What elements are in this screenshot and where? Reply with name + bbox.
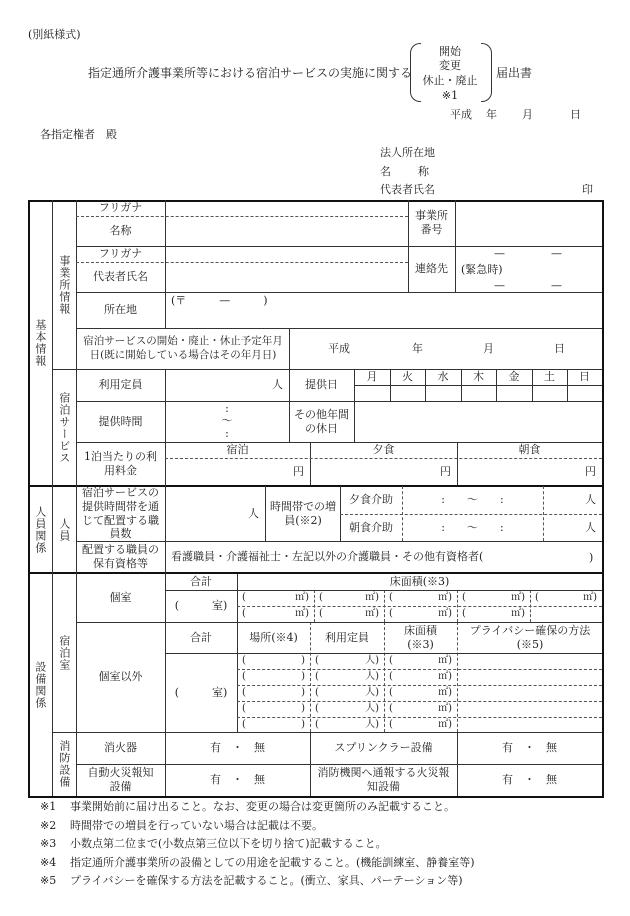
- paren-open: (: [242, 607, 246, 619]
- auto-fire-alarm-label: 自動火災報知設備: [87, 766, 154, 793]
- paren-close: 人): [365, 686, 379, 698]
- phone-dash: —: [494, 247, 505, 260]
- staff-count-field[interactable]: [165, 486, 265, 541]
- option-note: ※1: [441, 89, 459, 103]
- dinner-assist-label: 夕食介助: [349, 493, 393, 507]
- corp-name-label-1: 名: [380, 165, 391, 178]
- person-unit: 人: [585, 520, 596, 534]
- paren-close: ㎡): [438, 718, 452, 730]
- paren-open: (: [242, 686, 246, 698]
- capacity-label: 利用定員: [98, 378, 143, 392]
- service-days-label: 提供日: [305, 378, 338, 392]
- privacy-method-field[interactable]: [457, 653, 602, 669]
- day-label: 土: [544, 370, 555, 384]
- private-floor-area-label: 床面積(※3): [389, 575, 450, 589]
- paren-open: (: [389, 607, 393, 619]
- paren-open: (: [315, 686, 319, 698]
- paren-close: ㎡): [438, 686, 452, 698]
- schedule-era: 平成: [328, 342, 350, 355]
- furigana-label: フリガナ: [98, 201, 143, 215]
- paren-open: (: [315, 670, 319, 682]
- floor-area-field[interactable]: [237, 590, 314, 606]
- other-holidays-label: その他年間の休日: [294, 407, 349, 435]
- corp-address-label: 法人所在地: [380, 146, 435, 159]
- room-capacity-label: 利用定員: [325, 630, 369, 644]
- auto-fire-alarm-yes-no[interactable]: 有 ・ 無: [210, 773, 265, 787]
- staff-count-label: 宿泊サービスの提供時間帯を通じて配置する職員数: [82, 486, 159, 541]
- paren-open: (: [389, 654, 393, 666]
- seal-mark: 印: [582, 183, 593, 196]
- grid-line: [265, 486, 266, 541]
- day-checkbox[interactable]: [496, 385, 532, 401]
- paren-open: (: [462, 591, 466, 603]
- day-checkbox[interactable]: [567, 385, 602, 401]
- floor-area-field[interactable]: [530, 590, 602, 606]
- non-private-room-count-field[interactable]: ( 室): [174, 685, 228, 699]
- footnote-mark: ※1: [40, 800, 57, 813]
- non-private-total-label: 合計: [190, 630, 212, 644]
- footnote-mark: ※2: [40, 818, 57, 832]
- place-field[interactable]: [237, 653, 310, 669]
- room-capacity-field[interactable]: [310, 669, 384, 685]
- footnote-mark: ※3: [40, 837, 57, 850]
- fee-breakfast-field[interactable]: [457, 458, 602, 485]
- group-staff: 人員: [57, 517, 71, 542]
- paren-open: (: [389, 702, 393, 714]
- fee-lodging-label: 宿泊: [226, 443, 249, 457]
- floor-area-field[interactable]: [384, 590, 457, 606]
- representative-label: 代表者氏名: [380, 183, 435, 196]
- day-checkbox[interactable]: [425, 385, 461, 401]
- breakfast-assist-count-field[interactable]: [543, 514, 602, 541]
- paren-close: 人): [365, 718, 379, 730]
- schedule-year: 年: [412, 342, 423, 355]
- sqm-unit: ㎡): [365, 591, 379, 603]
- paren-open: (: [242, 654, 246, 666]
- yen-unit: 円: [440, 464, 451, 478]
- paren-close: 人): [365, 702, 379, 714]
- option-suspend-abolish[interactable]: 休止・廃止: [422, 74, 478, 88]
- room-capacity-field[interactable]: [310, 685, 384, 701]
- addressee: 各指定権者 殿: [40, 128, 117, 141]
- office-name-field[interactable]: [165, 216, 408, 246]
- paren-open: (: [389, 670, 393, 682]
- paren-open: (: [389, 718, 393, 730]
- footnote-text: 時間帯での増員を行っていない場合は記載は不要。: [70, 818, 323, 832]
- paren-open: (: [389, 591, 393, 603]
- section-staff: 人員関係: [33, 505, 47, 554]
- footnote-mark: ※4: [40, 855, 57, 869]
- service-hours-label: 提供時間: [98, 414, 143, 428]
- contact-label: 連絡先: [415, 262, 448, 276]
- paren-open: (: [242, 702, 246, 714]
- service-hours-field[interactable]: [165, 401, 289, 442]
- floor-area-field[interactable]: [384, 606, 457, 622]
- office-number-field[interactable]: [455, 200, 602, 246]
- fire-dept-alarm-yes-no[interactable]: 有 ・ 無: [502, 773, 557, 787]
- sqm-unit: ㎡): [295, 591, 309, 603]
- place-field[interactable]: [237, 701, 310, 717]
- paren-open: (: [389, 686, 393, 698]
- paren-close: ㎡): [438, 670, 452, 682]
- extinguisher-yes-no[interactable]: 有 ・ 無: [210, 741, 265, 755]
- dinner-assist-time-field[interactable]: : 〜 :: [441, 493, 504, 507]
- place-label: 場所(※4): [249, 630, 298, 644]
- paren-open: (: [242, 670, 246, 682]
- sqm-unit: ㎡): [583, 591, 597, 603]
- privacy-method-label: プライバシー確保の方法(※5): [469, 623, 591, 651]
- location-label: 所在地: [104, 303, 137, 317]
- postal-code-field[interactable]: (〒 — ): [171, 294, 268, 307]
- floor-area-field[interactable]: [314, 606, 384, 622]
- phone-dash: —: [494, 279, 505, 292]
- date-month: 月: [522, 108, 533, 121]
- paren-close: ㎡): [438, 702, 452, 714]
- office-name-label: 名称: [109, 224, 132, 238]
- room-floor-area-field[interactable]: [384, 669, 457, 685]
- sprinkler-label: スプリンクラー設備: [334, 741, 433, 755]
- fee-lodging-field[interactable]: [165, 458, 310, 485]
- qualification-options[interactable]: 看護職員・介護福祉士・左記以外の介護職員・その他有資格者(: [171, 550, 484, 564]
- group-fire-equipment: 消防設備: [57, 740, 71, 788]
- non-private-room-label: 個室以外: [98, 670, 143, 684]
- yen-unit: 円: [293, 464, 304, 478]
- day-label: 月: [366, 370, 378, 384]
- rep-name-label: 代表者氏名: [93, 270, 148, 284]
- privacy-method-field[interactable]: [457, 669, 602, 685]
- yen-unit: 円: [585, 464, 596, 478]
- paren-close: 人): [365, 670, 379, 682]
- private-room-count-field[interactable]: ( 室): [174, 599, 228, 613]
- place-field[interactable]: [237, 717, 310, 733]
- capacity-field[interactable]: [165, 369, 289, 401]
- room-floor-area-field[interactable]: [384, 701, 457, 717]
- date-year: 年: [486, 108, 497, 121]
- day-label: 水: [437, 370, 449, 384]
- person-unit: 人: [272, 378, 283, 392]
- footnote-text: 小数点第二位まで(小数点第三位以下を切り捨て)記載すること。: [70, 837, 387, 850]
- option-start[interactable]: 開始: [439, 45, 461, 59]
- footnote-text: 指定通所介護事業所の設備としての用途を記載すること。(機能訓練室、静養室等): [70, 855, 475, 869]
- floor-area-field[interactable]: [457, 606, 530, 622]
- rep-name-field[interactable]: [165, 246, 408, 292]
- paren-open: (: [315, 654, 319, 666]
- paren-close: ): [301, 654, 305, 666]
- day-checkbox[interactable]: [461, 385, 496, 401]
- paren-close: ): [301, 686, 305, 698]
- room-capacity-field[interactable]: [310, 701, 384, 717]
- place-field[interactable]: [237, 685, 310, 701]
- phone-dash: —: [551, 279, 562, 292]
- staff-increase-label: 時間帯での増員(※2): [270, 499, 336, 527]
- paren-close: ): [301, 702, 305, 714]
- paren-open: (: [535, 591, 539, 603]
- office-number-label: 事業所番号: [415, 209, 448, 236]
- fee-dinner-label: 夕食: [372, 443, 395, 457]
- day-label: 金: [508, 370, 520, 384]
- date-day: 日: [570, 108, 581, 121]
- paren-open: (: [315, 718, 319, 730]
- form-title-suffix: 届出書: [496, 66, 533, 80]
- footnote-text: 事業開始前に届け出ること。なお、変更の場合は変更箇所のみ記載すること。: [70, 800, 455, 813]
- paren-open: (: [242, 591, 246, 603]
- right-bracket: [481, 43, 492, 102]
- sprinkler-yes-no[interactable]: 有 ・ 無: [502, 741, 557, 755]
- floor-area-field[interactable]: [457, 590, 530, 606]
- breakfast-assist-time-field[interactable]: : 〜 :: [441, 520, 504, 534]
- form-title: 指定通所介護事業所等における宿泊サービスの実施に関する: [88, 66, 413, 80]
- person-unit: 人: [585, 493, 596, 507]
- sqm-unit: ㎡): [295, 607, 309, 619]
- group-overnight-service: 宿泊サービス: [57, 391, 71, 464]
- sqm-unit: ㎡): [511, 607, 525, 619]
- form-label: (別紙様式): [28, 28, 81, 41]
- room-floor-area-field[interactable]: [384, 653, 457, 669]
- private-total-label: 合計: [190, 575, 212, 589]
- group-rooms: 宿泊室: [57, 634, 71, 671]
- day-label: 日: [579, 370, 590, 384]
- breakfast-assist-label: 朝食介助: [349, 520, 393, 534]
- fee-breakfast-label: 朝食: [518, 443, 541, 457]
- paren-open: (: [319, 607, 323, 619]
- day-label: 木: [473, 370, 484, 384]
- sqm-unit: ㎡): [511, 591, 525, 603]
- privacy-method-field[interactable]: [457, 717, 602, 733]
- fee-dinner-field[interactable]: [310, 458, 457, 485]
- group-office-info: 事業所情報: [57, 254, 71, 315]
- tilde: 〜: [221, 414, 233, 428]
- day-checkbox[interactable]: [354, 385, 390, 401]
- privacy-method-field[interactable]: [457, 701, 602, 717]
- schedule-day: 日: [554, 342, 565, 355]
- paren-close: 人): [365, 654, 379, 666]
- footnote-text: プライバシーを確保する方法を記載すること。(衝立、家具、パーテーション等): [70, 874, 463, 887]
- day-checkbox[interactable]: [390, 385, 425, 401]
- room-capacity-field[interactable]: [310, 717, 384, 733]
- place-field[interactable]: [237, 669, 310, 685]
- person-unit: 人: [248, 506, 259, 520]
- room-floor-area-field[interactable]: [384, 685, 457, 701]
- paren-open: (: [319, 591, 323, 603]
- time-colon: :: [225, 426, 229, 440]
- extinguisher-label: 消火器: [104, 741, 137, 755]
- schedule-month: 月: [483, 342, 494, 355]
- day-checkbox[interactable]: [532, 385, 567, 401]
- paren-open: (: [315, 702, 319, 714]
- floor-area-field[interactable]: [237, 606, 314, 622]
- room-capacity-field[interactable]: [310, 653, 384, 669]
- dinner-assist-count-field[interactable]: [543, 486, 602, 514]
- privacy-method-field[interactable]: [457, 685, 602, 701]
- other-holidays-field[interactable]: [354, 401, 602, 442]
- corp-name-label-2: 称: [418, 165, 429, 178]
- qualification-label: 配置する職員の保有資格等: [82, 543, 159, 570]
- paren-close: ): [301, 670, 305, 682]
- office-furigana-field[interactable]: [165, 200, 408, 216]
- rep-furigana-label: フリガナ: [98, 247, 143, 261]
- private-room-label: 個室: [109, 591, 132, 605]
- option-change[interactable]: 変更: [439, 59, 461, 73]
- paren-open: (: [242, 718, 246, 730]
- time-colon: :: [225, 402, 229, 416]
- non-private-floor-area-label: 床面積(※3): [404, 623, 437, 651]
- room-floor-area-field[interactable]: [384, 717, 457, 733]
- day-label: 火: [402, 370, 413, 384]
- paren-close: ): [301, 718, 305, 730]
- footnote-mark: ※5: [40, 874, 57, 887]
- phone-dash: —: [551, 247, 562, 260]
- qualification-close: ): [589, 551, 594, 564]
- paren-open: (: [462, 607, 466, 619]
- paren-close: ㎡): [438, 654, 452, 666]
- date-era: 平成: [450, 108, 472, 121]
- section-facility: 設備関係: [33, 660, 47, 709]
- sqm-unit: ㎡): [438, 607, 452, 619]
- section-basic-info: 基本情報: [33, 319, 47, 367]
- emergency-label: (緊急時): [461, 263, 503, 276]
- fee-label: 1泊当たりの利用料金: [84, 449, 157, 477]
- sqm-unit: ㎡): [365, 607, 379, 619]
- fire-dept-alarm-label: 消防機関へ通報する火災報知設備: [317, 766, 450, 793]
- floor-area-field[interactable]: [314, 590, 384, 606]
- sqm-unit: ㎡): [438, 591, 452, 603]
- schedule-date-label: 宿泊サービスの開始・廃止・休止予定年月日(既に開始している場合はその年月日): [83, 335, 283, 361]
